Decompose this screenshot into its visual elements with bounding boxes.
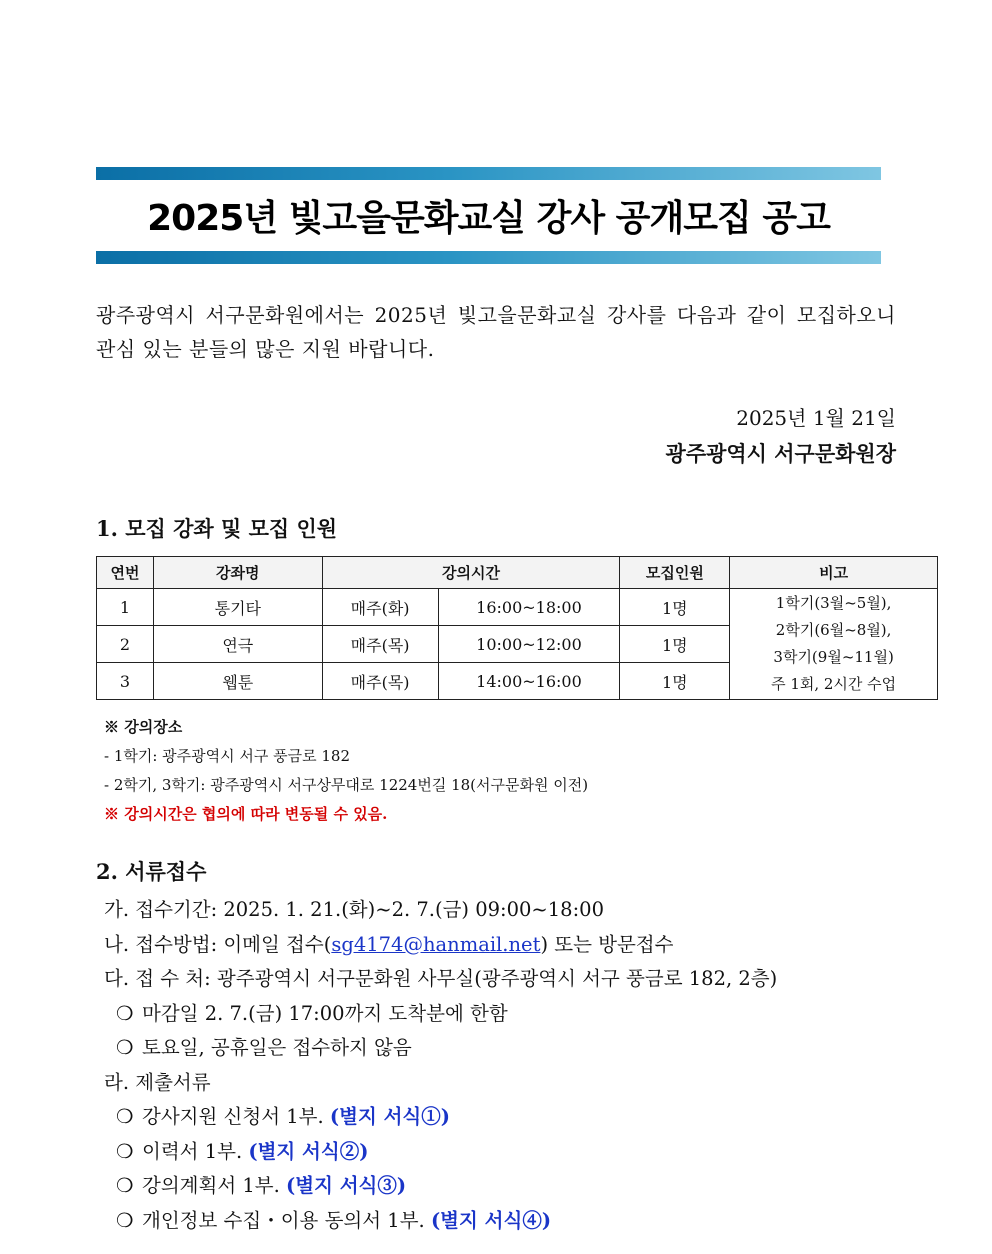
schedule-warning: ※ 강의시간은 협의에 따라 변동될 수 있음.	[104, 805, 388, 823]
bullet-item	[104, 1031, 777, 1066]
cell-course: 연극	[153, 626, 322, 663]
intro-paragraph: 광주광역시 서구문화원에서는 2025년 빛고을문화교실 강사를 다음과 같이 모집하오니 관심 있는 분들의 많은 지원 바랍니다.	[96, 303, 896, 361]
form-reference: (별지 서식③)	[286, 1174, 407, 1197]
doc-text: 이력서 1부.	[142, 1139, 243, 1163]
form-reference: (별지 서식④)	[430, 1208, 552, 1232]
remark-line: 1학기(3월~5월),	[775, 594, 892, 612]
remark-line: 3학기(9월~11월)	[773, 648, 894, 666]
method-suffix: ) 또는 방문접수	[540, 932, 674, 956]
bullet-circle-icon: ❍	[116, 1036, 134, 1059]
method-prefix: 나. 접수방법: 이메일 접수(	[104, 932, 332, 956]
venue-title: ※ 강의장소	[104, 718, 183, 736]
title-bottom-bar	[96, 251, 881, 264]
doc-text: 강사지원 신청서 1부.	[142, 1105, 324, 1128]
doc-text: 강의계획서 1부.	[142, 1174, 280, 1197]
form-reference: (별지 서식①)	[329, 1105, 450, 1128]
cell-count: 1명	[620, 663, 730, 700]
header-time: 강의시간	[322, 557, 620, 589]
remark-line: 주 1회, 2시간 수업	[771, 675, 897, 693]
cell-course: 웹툰	[153, 663, 322, 700]
bullet-circle-icon: ❍	[116, 1105, 134, 1128]
venue-line: - 2학기, 3학기: 광주광역시 서구상무대로 1224번길 18(서구문화원 이전)	[104, 776, 589, 794]
bullet-circle-icon: ❍	[116, 1208, 134, 1232]
method-line	[104, 928, 777, 963]
docs-title: 라. 제출서류	[104, 1070, 211, 1094]
cell-count: 1명	[620, 589, 730, 626]
header-count: 모집인원	[620, 557, 730, 589]
venue-line: - 1학기: 광주광역시 서구 풍금로 182	[104, 747, 351, 765]
period-line: 가. 접수기간: 2025. 1. 21.(화)~2. 7.(금) 09:00~18:00	[104, 898, 604, 921]
cell-no: 3	[97, 663, 154, 700]
submission-details	[104, 893, 777, 1238]
bullet-text: 마감일 2. 7.(금) 17:00까지 도착분에 한함	[142, 1001, 508, 1025]
form-reference: (별지 서식②)	[248, 1139, 369, 1163]
bullet-circle-icon: ❍	[116, 1001, 134, 1025]
doc-item	[104, 1100, 777, 1135]
header-course: 강좌명	[153, 557, 322, 589]
signer: 광주광역시 서구문화원장	[665, 441, 896, 466]
cell-day: 매주(목)	[322, 663, 438, 700]
cell-time: 10:00~12:00	[438, 626, 620, 663]
cell-no: 2	[97, 626, 154, 663]
doc-text: 개인정보 수집・이용 동의서 1부.	[142, 1208, 425, 1232]
bullet-circle-icon: ❍	[116, 1174, 134, 1197]
section1-heading: 1. 모집 강좌 및 모집 인원	[96, 516, 338, 541]
cell-day: 매주(화)	[322, 589, 438, 626]
doc-item	[104, 1169, 777, 1204]
bullet-circle-icon: ❍	[116, 1139, 134, 1163]
cell-day: 매주(목)	[322, 626, 438, 663]
table-header-row	[97, 557, 938, 589]
cell-no: 1	[97, 589, 154, 626]
header-no: 연번	[97, 557, 154, 589]
title-top-bar	[96, 167, 881, 180]
remark-line: 2학기(6월~8월),	[775, 621, 892, 639]
bullet-item	[104, 997, 777, 1032]
bullet-text: 토요일, 공휴일은 접수하지 않음	[142, 1036, 412, 1059]
email-link[interactable]: sg4174@hanmail.net	[331, 932, 541, 956]
section2-heading: 2. 서류접수	[96, 859, 207, 884]
page-title: 2025년 빛고을문화교실 강사 공개모집 공고	[147, 198, 830, 239]
place-line: 다. 접 수 처: 광주광역시 서구문화원 사무실(광주광역시 서구 풍금로 182, 2층)	[104, 967, 778, 990]
cell-remarks	[730, 589, 938, 700]
cell-time: 16:00~18:00	[438, 589, 620, 626]
cell-time: 14:00~16:00	[438, 663, 620, 700]
cell-course: 통기타	[153, 589, 322, 626]
cell-count: 1명	[620, 626, 730, 663]
doc-item	[104, 1204, 777, 1239]
announcement-date: 2025년 1월 21일	[736, 406, 896, 430]
header-remarks: 비고	[730, 557, 938, 589]
table-row	[97, 589, 938, 626]
doc-item	[104, 1135, 777, 1170]
table-notes	[104, 713, 588, 829]
recruitment-table	[96, 556, 938, 700]
